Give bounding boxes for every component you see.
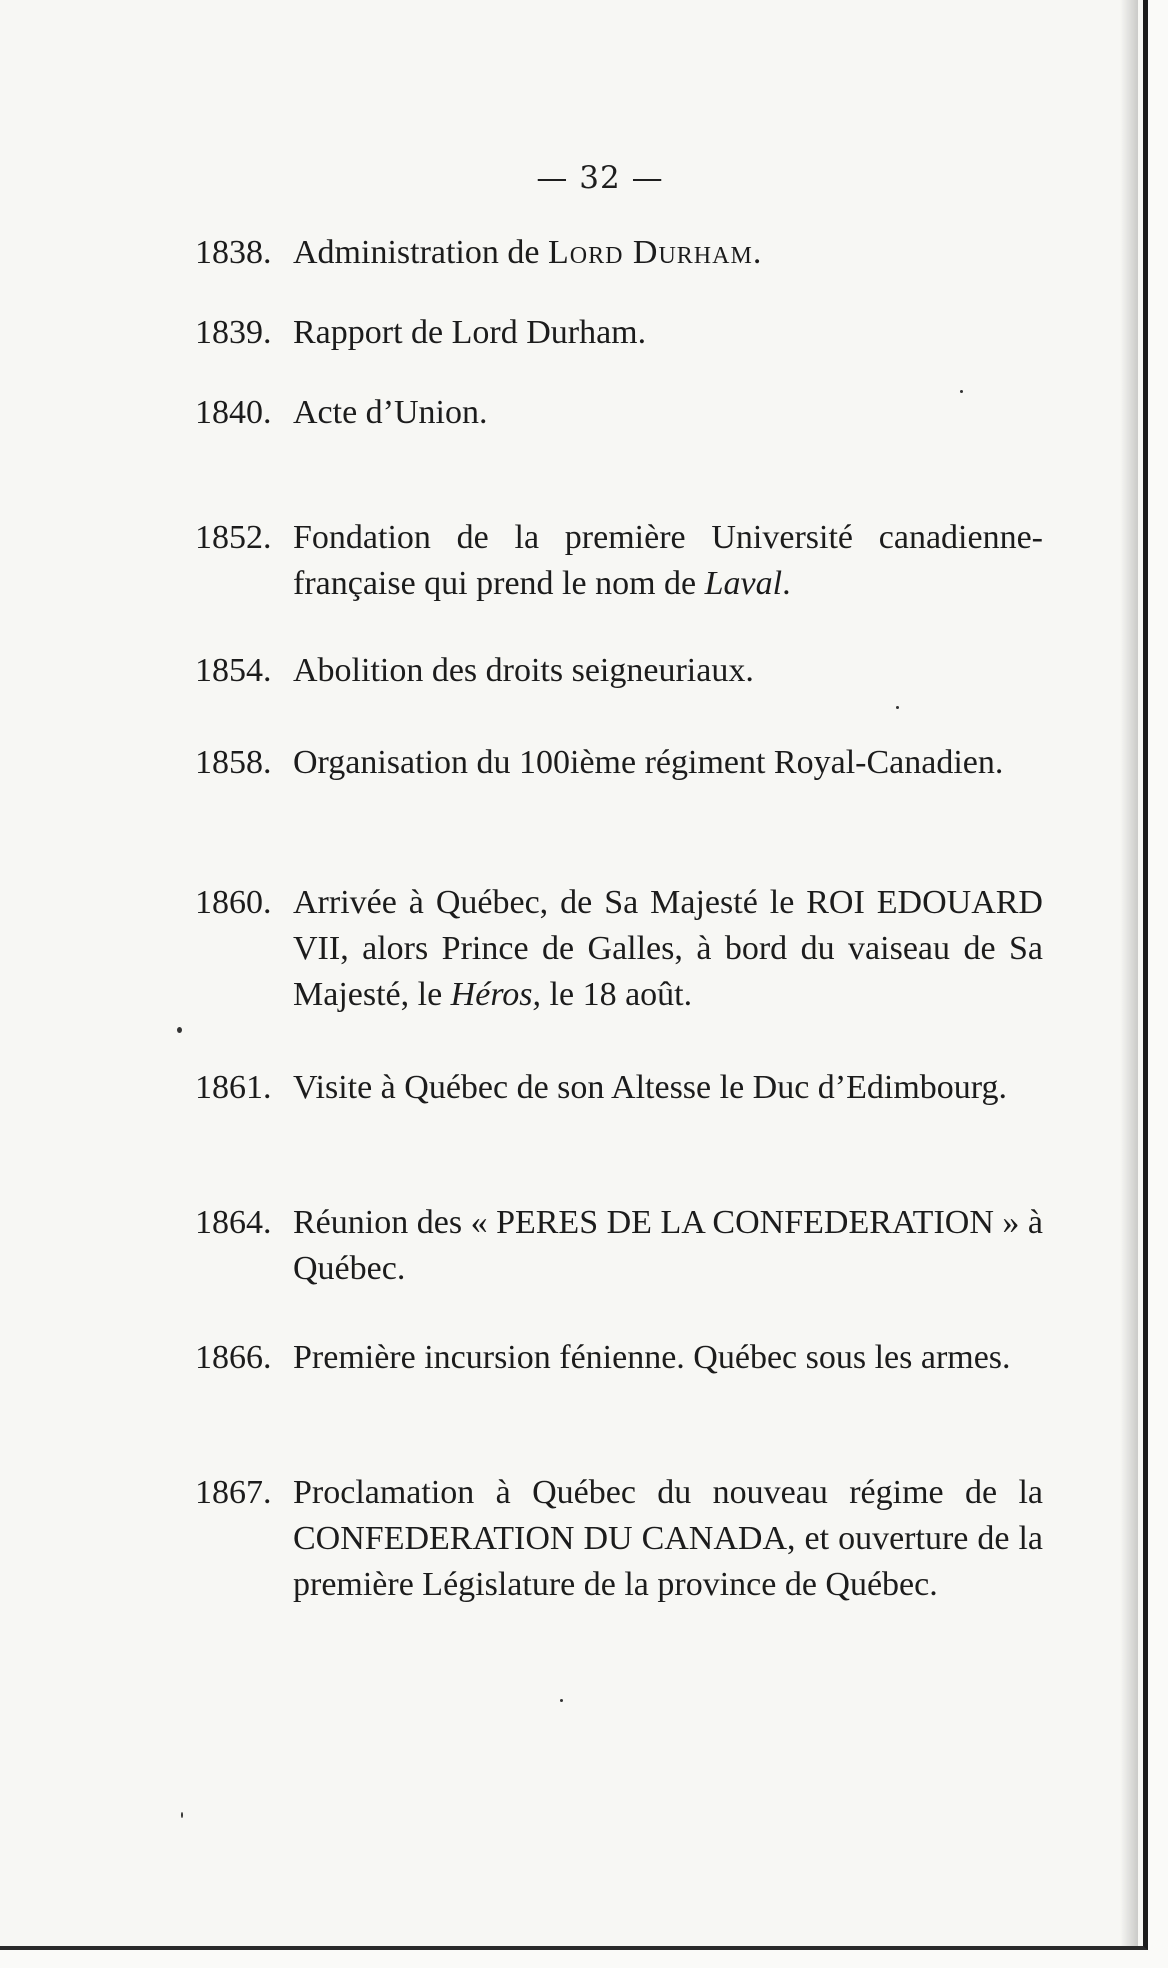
entry-text: Organisation du 100ième régiment Royal-Canadien. bbox=[293, 744, 1004, 781]
entry-text: Rapport de Lord Durham. bbox=[293, 314, 647, 351]
scan-speck bbox=[896, 706, 899, 709]
chronology-entry bbox=[195, 1200, 1043, 1292]
scan-speck bbox=[177, 1027, 182, 1033]
entry-text: Acte d’Union. bbox=[293, 394, 488, 431]
entry-text: Proclamation à Québec du nouveau régime de la CONFEDERATION DU CANADA, et ouverture de la première Législature de la province de Québec. bbox=[293, 1474, 1043, 1603]
entry-year: 1852. bbox=[195, 519, 272, 556]
entry-text: Arrivée à Québec, de Sa Majesté le ROI EDOUARD VII, alors Prince de Galles, à bord du vaiseau de Sa Majesté, le Héros, le 18 août. bbox=[293, 884, 1043, 1013]
entry-text: Réunion des « PERES DE LA CONFEDERATION » à Québec. bbox=[293, 1204, 1043, 1287]
chronology-entry bbox=[195, 880, 1043, 1018]
chronology-entry bbox=[195, 740, 1043, 786]
chronology-entry bbox=[195, 230, 1043, 276]
entry-year: 1860. bbox=[195, 884, 272, 921]
scan-speck bbox=[181, 1812, 183, 1818]
entry-year: 1858. bbox=[195, 744, 272, 781]
entry-text: Fondation de la première Université canadienne-française qui prend le nom de Laval. bbox=[293, 519, 1043, 602]
entry-text: Abolition des droits seigneuriaux. bbox=[293, 652, 754, 689]
chronology-entry bbox=[195, 515, 1043, 607]
chronology-entry bbox=[195, 648, 1043, 694]
entry-year: 1839. bbox=[195, 314, 272, 351]
scan-speck bbox=[960, 390, 963, 393]
entry-text: Première incursion fénienne. Québec sous les armes. bbox=[293, 1339, 1011, 1376]
chronology-entry bbox=[195, 1470, 1043, 1608]
entry-year: 1840. bbox=[195, 394, 272, 431]
page-edge-shadow bbox=[1120, 0, 1138, 1946]
entry-year: 1854. bbox=[195, 652, 272, 689]
entry-text: Visite à Québec de son Altesse le Duc d’Edimbourg. bbox=[293, 1069, 1007, 1106]
entry-year: 1866. bbox=[195, 1339, 272, 1376]
entry-year: 1864. bbox=[195, 1204, 272, 1241]
chronology-entry bbox=[195, 390, 1043, 436]
chronology-entry bbox=[195, 1065, 1043, 1111]
entry-year: 1838. bbox=[195, 234, 272, 271]
page-number: — 32 — bbox=[536, 160, 664, 196]
chronology-entry bbox=[195, 310, 1043, 356]
entry-year: 1867. bbox=[195, 1474, 272, 1511]
entry-text: Administration de Lord Durham. bbox=[293, 234, 762, 271]
scan-speck bbox=[560, 1699, 563, 1702]
chronology-entry bbox=[195, 1335, 1043, 1381]
entry-year: 1861. bbox=[195, 1069, 272, 1106]
